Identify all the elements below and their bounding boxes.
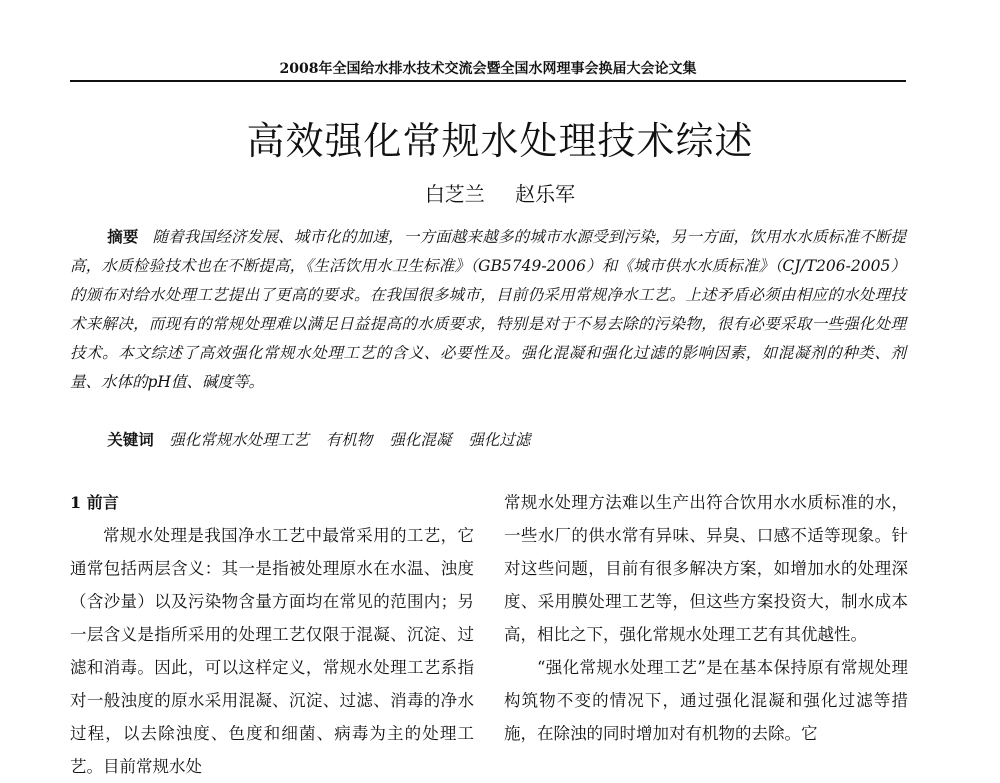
abstract-text: 随着我国经济发展、城市化的加速，一方面越来越多的城市水源受到污染，另一方面，饮用水水质标准不断提高，水质检验技术也在不断提高，《生活饮用水卫生标准》（GB5749-2006）和《城市供水水质标准》（CJ/T206-2005）的颁布对给水处理工艺提出了更高的要求。在我国很多城市，目前仍采用常规净水工艺。上述矛盾必须由相应的水处理技术来解决，而现有的常规处理难以满足日益提高的水质要求，特别是对于不易去除的污染物，很有必要采取一些强化处理技术。本文综述了高效强化常规水处理工艺的含义、必要性及。强化混凝和强化过滤的影响因素，如混凝剂的种类、剂量、水体的pH值、碱度等。: [70, 228, 906, 391]
keywords: [70, 425, 906, 455]
left-column: [70, 486, 474, 783]
keyword-item: 有机物: [325, 431, 373, 449]
abstract-label: 摘要: [107, 227, 139, 246]
running-header: 2008年全国给水排水技术交流会暨全国水网理事会换届大会论文集: [279, 61, 697, 77]
keyword-item: 强化过滤: [468, 431, 531, 449]
authors: [0, 178, 1000, 207]
keywords-label: 关键词: [107, 430, 154, 449]
section-heading: 1 前言: [70, 493, 119, 512]
header-rule: [70, 80, 906, 82]
author-name: 白芝兰: [424, 182, 485, 206]
body-paragraph: 常规水处理是我国净水工艺中最常采用的工艺，它通常包括两层含义：其一是指被处理原水在水温、浊度（含沙量）以及污染物含量方面均在常见的范围内；另一层含义是指所采用的处理工艺仅限于混凝、沉淀、过滤和消毒。因此，可以这样定义，常规水处理工艺系指对一般浊度的原水采用混凝、沉淀、过滤、消毒的净水过程，以去除浊度、色度和细菌、病毒为主的处理工艺。目前常规水处: [70, 526, 474, 776]
body-paragraph: 常规水处理方法难以生产出符合饮用水水质标准的水，一些水厂的供水常有异味、异臭、口感不适等现象。针对这些问题，目前有很多解决方案，如增加水的处理深度、采用膜处理工艺等，但这些方案投资大，制水成本高，相比之下，强化常规水处理工艺有其优越性。: [504, 493, 908, 644]
body-paragraph: “强化常规水处理工艺”是在基本保持原有常规处理构筑物不变的情况下，通过强化混凝和强化过滤等措施，在除浊的同时增加对有机物的去除。它: [504, 658, 908, 743]
paper-title: 高效强化常规水处理技术综述: [246, 119, 754, 163]
right-column: [504, 486, 908, 750]
author-name: 赵乐军: [515, 182, 576, 206]
keyword-item: 强化常规水处理工艺: [169, 431, 309, 449]
keyword-item: 强化混凝: [389, 431, 452, 449]
abstract: [70, 222, 906, 397]
